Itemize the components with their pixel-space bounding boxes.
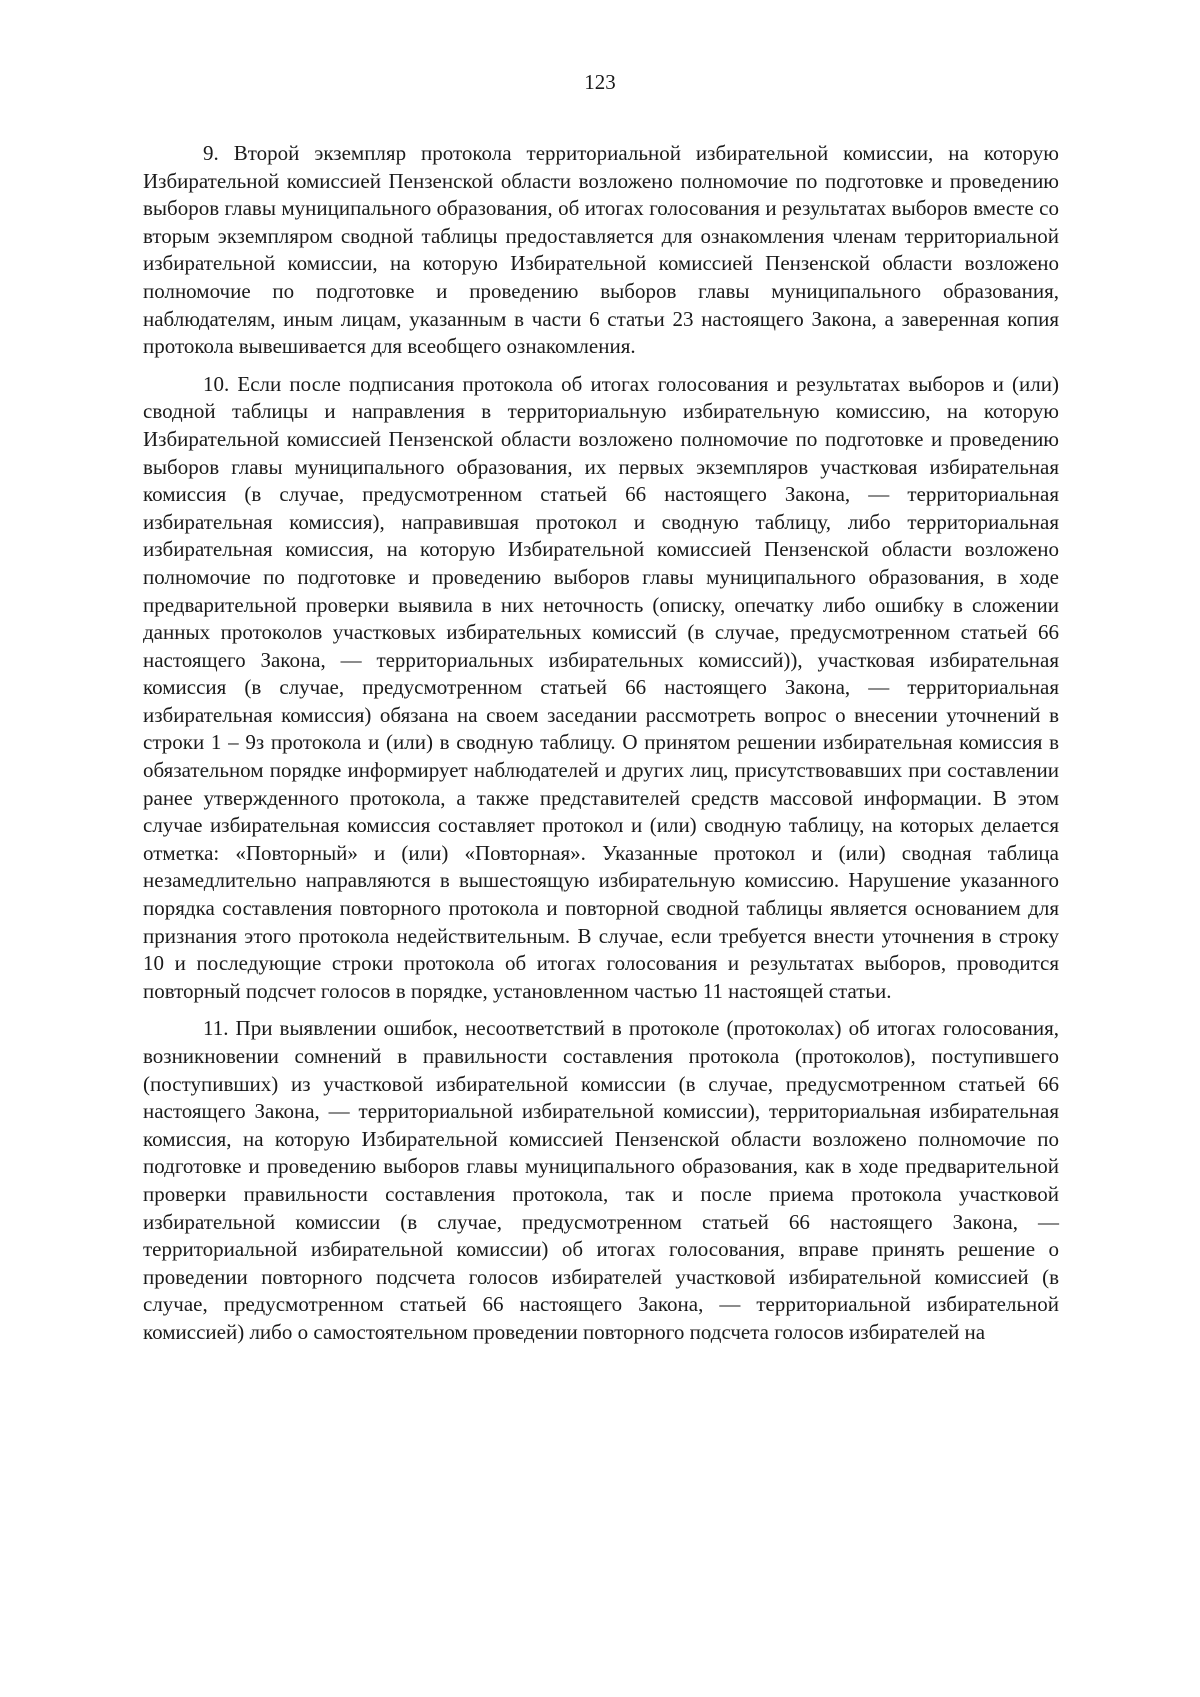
paragraph-10: 10. Если после подписания протокола об итогах голосования и результатах выборов и (или) сводной таблицы и направления в территориальную избирательную комиссию, на которую Избирательной комиссией Пензенской области возложено полномочие по подготовке и проведению выборов главы муниципального образования, их первых экземпляров участковая избирательная комиссия (в случае, предусмотренном статьей 66 настоящего Закона, — территориальная избирательная комиссия), направившая протокол и сводную таблицу, либо территориальная избирательная комиссия, на которую Избирательной комиссией Пензенской области возложено полномочие по подготовке и проведению выборов главы муниципального образования, в ходе предварительной проверки выявила в них неточность (описку, опечатку либо ошибку в сложении данных протоколов участковых избирательных комиссий (в случае, предусмотренном статьей 66 настоящего Закона, — территориальных избирательных комиссий)), участковая избирательная комиссия (в случае, предусмотренном статьей 66 настоящего Закона, — территориальная избирательная комиссия) обязана на своем заседании рассмотреть вопрос о внесении уточнений в строки 1 – 9з протокола и (или) в сводную таблицу. О принятом решении избирательная комиссия в обязательном порядке информирует наблюдателей и других лиц, присутствовавших при составлении ранее утвержденного протокола, а также представителей средств массовой информации. В этом случае избирательная комиссия составляет протокол и (или) сводную таблицу, на которых делается отметка: «Повторный» и (или) «Повторная». Указанные протокол и (или) сводная таблица незамедлительно направляются в вышестоящую избирательную комиссию. Нарушение указанного порядка составления повторного протокола и повторной сводной таблицы является основанием для признания этого протокола недействительным. В случае, если требуется внести уточнения в строку 10 и последующие строки протокола об итогах голосования и результатах выборов, проводится повторный подсчет голосов в порядке, установленном частью 11 настоящей статьи. (143, 371, 1059, 1003)
page-body (143, 140, 1059, 1357)
page-number: 123 (584, 70, 616, 94)
paragraph-11: 11. При выявлении ошибок, несоответствий в протоколе (протоколах) об итогах голосования, возникновении сомнений в правильности составления протокола (протоколов), поступившего (поступивших) из участковой избирательной комиссии (в случае, предусмотренном статьей 66 настоящего Закона, — территориальной избирательной комиссии), территориальная избирательная комиссия, на которую Избирательной комиссией Пензенской области возложено полномочие по подготовке и проведению выборов главы муниципального образования, как в ходе предварительной проверки правильности составления протокола, так и после приема протокола участковой избирательной комиссии (в случае, предусмотренном статьей 66 настоящего Закона, — территориальной избирательной комиссии) об итогах голосования, вправе принять решение о проведении повторного подсчета голосов избирателей участковой избирательной комиссией (в случае, предусмотренном статьей 66 настоящего Закона, — территориальной избирательной комиссией) либо о самостоятельном проведении повторного подсчета голосов избирателей на (143, 1016, 1059, 1344)
paragraph-9: 9. Второй экземпляр протокола территориальной избирательной комиссии, на которую Избирательной комиссией Пензенской области возложено полномочие по подготовке и проведению выборов главы муниципального образования, об итогах голосования и результатах выборов вместе со вторым экземпляром сводной таблицы предоставляется для ознакомления членам территориальной избирательной комиссии, на которую Избирательной комиссией Пензенской области возложено полномочие по подготовке и проведению выборов главы муниципального образования, наблюдателям, иным лицам, указанным в части 6 статьи 23 настоящего Закона, а заверенная копия протокола вывешивается для всеобщего ознакомления. (143, 141, 1059, 359)
